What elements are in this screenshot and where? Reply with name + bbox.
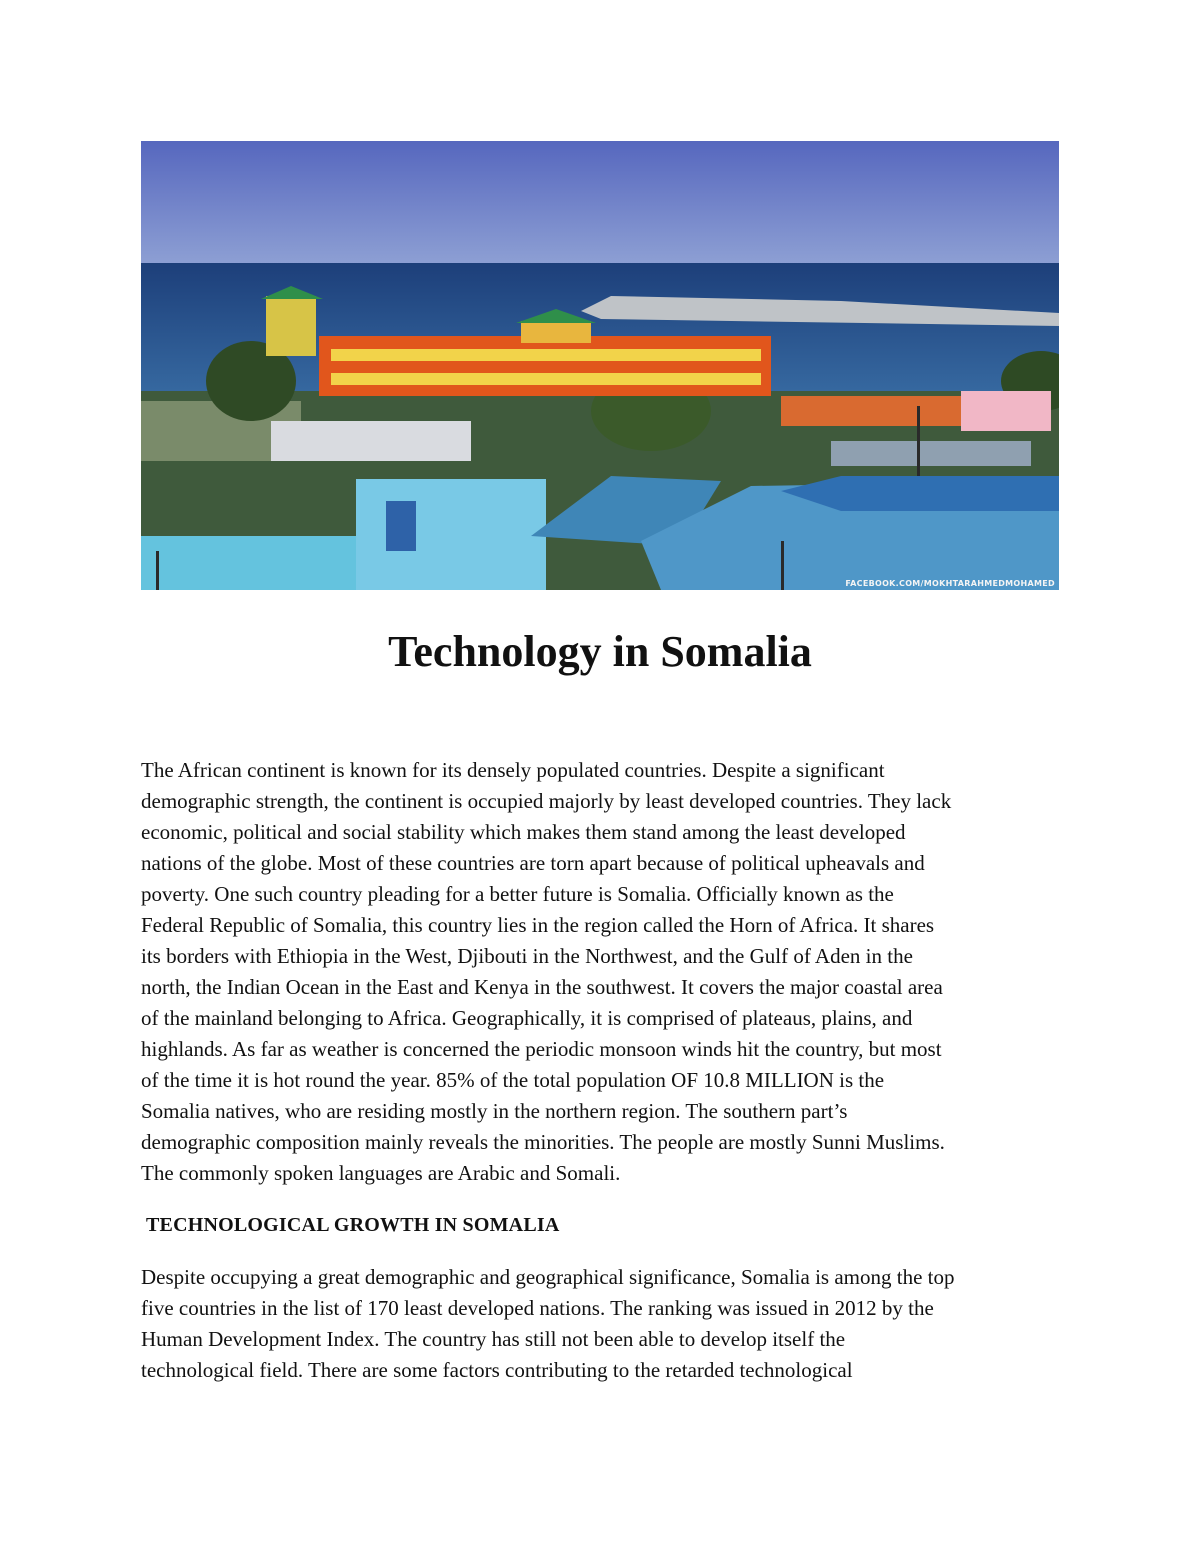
intro-paragraph: The African continent is known for its densely populated countries. Despite a significant demographic strength, the continent is occupied majorly by least developed countries. They lack economic, political and social stability which makes them stand among the least developed nations of the globe. Most of these countries are torn apart because of political upheavals and poverty. One such country pleading for a better future is Somalia. Officially known as the Federal Republic of Somalia, this country lies in the region called the Horn of Africa. It shares its borders with Ethiopia in the West, Djibouti in the Northwest, and the Gulf of Aden in the north, the Indian Ocean in the East and Kenya in the southwest. It covers the major coastal area of the mainland belonging to Africa. Geographically, it is comprised of plateaus, plains, and highlands. As far as weather is concerned the periodic monsoon winds hit the country, but most of the time it is hot round the year. 85% of the total population OF 10.8 MILLION is the Somalia natives, who are residing mostly in the northern region. The southern part’s demographic composition mainly reveals the minorities. The people are mostly Sunni Muslims. The commonly spoken languages are Arabic and Somali.	[141, 758, 952, 1185]
document-title: Technology in Somalia	[388, 627, 812, 676]
coastal-town-photo	[141, 141, 1059, 590]
photo-credit: FACEBOOK.COM/MOKHTARAHMEDMOHAMED	[845, 579, 1055, 588]
section-heading: TECHNOLOGICAL GROWTH IN SOMALIA	[146, 1214, 560, 1236]
section-paragraph: Despite occupying a great demographic and geographical significance, Somalia is among the top five countries in the list of 170 least developed nations. The ranking was issued in 2012 by the Human Development Index. The country has still not been able to develop itself the technological field. There are some factors contributing to the retarded technological	[141, 1265, 955, 1382]
photo-illustration	[141, 141, 1059, 590]
